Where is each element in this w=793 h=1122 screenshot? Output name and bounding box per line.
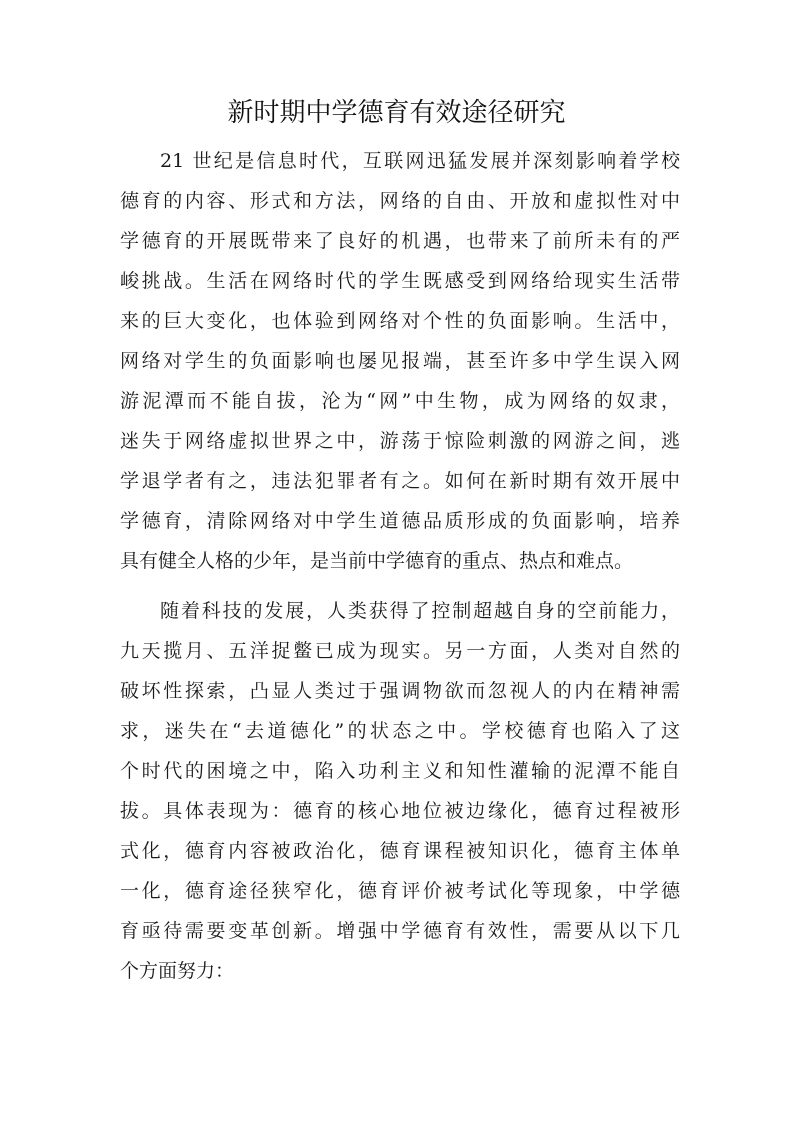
paragraph-2-line-1: 随着科技的发展，人类获得了控制超越自身的空前能力， <box>160 600 680 622</box>
paragraph-1-line-4: 峻挑战。生活在网络时代的学生既感受到网络给现实生活带 <box>120 270 680 292</box>
paragraph-1-line-10: 学德育，清除网络对中学生道德品质形成的负面影响，培养 <box>120 510 680 532</box>
paragraph-1-line-7: 游泥潭而不能自拔，沦为“网”中生物，成为网络的奴隶， <box>120 390 680 412</box>
document-title: 新时期中学德育有效途径研究 <box>227 98 566 128</box>
paragraph-1-line-8: 迷失于网络虚拟世界之中，游荡于惊险刺激的网游之间，逃 <box>120 430 680 452</box>
paragraph-1-line-3: 学德育的开展既带来了良好的机遇，也带来了前所未有的严 <box>120 230 680 252</box>
paragraph-1-line-11: 具有健全人格的少年，是当前中学德育的重点、热点和难点。 <box>120 550 634 572</box>
paragraph-1-line-9: 学退学者有之，违法犯罪者有之。如何在新时期有效开展中 <box>120 470 680 492</box>
paragraph-2-line-4: 求，迷失在“去道德化”的状态之中。学校德育也陷入了这 <box>120 720 680 742</box>
paragraph-2-line-2: 九天揽月、五洋捉鳖已成为现实。另一方面，人类对自然的 <box>120 640 680 662</box>
paragraph-2-line-8: 一化，德育途径狭窄化，德育评价被考试化等现象，中学德 <box>120 880 680 902</box>
paragraph-2-line-5: 个时代的困境之中，陷入功利主义和知性灌输的泥潭不能自 <box>120 760 680 782</box>
paragraph-1-line-5: 来的巨大变化，也体验到网络对个性的负面影响。生活中， <box>120 310 680 332</box>
paragraph-2-line-3: 破坏性探索，凸显人类过于强调物欲而忽视人的内在精神需 <box>120 680 680 702</box>
paragraph-2-line-9: 育亟待需要变革创新。增强中学德育有效性，需要从以下几 <box>120 920 680 942</box>
paragraph-2-line-6: 拔。具体表现为：德育的核心地位被边缘化，德育过程被形 <box>120 800 680 822</box>
paragraph-1-line-1: 21 世纪是信息时代，互联网迅猛发展并深刻影响着学校 <box>160 150 680 172</box>
paragraph-2-line-7: 式化，德育内容被政治化，德育课程被知识化，德育主体单 <box>120 840 680 862</box>
paragraph-1-line-2: 德育的内容、形式和方法，网络的自由、开放和虚拟性对中 <box>120 190 680 212</box>
paragraph-1-line-6: 网络对学生的负面影响也屡见报端，甚至许多中学生误入网 <box>120 350 680 372</box>
paragraph-2-line-10: 个方面努力： <box>120 960 235 982</box>
